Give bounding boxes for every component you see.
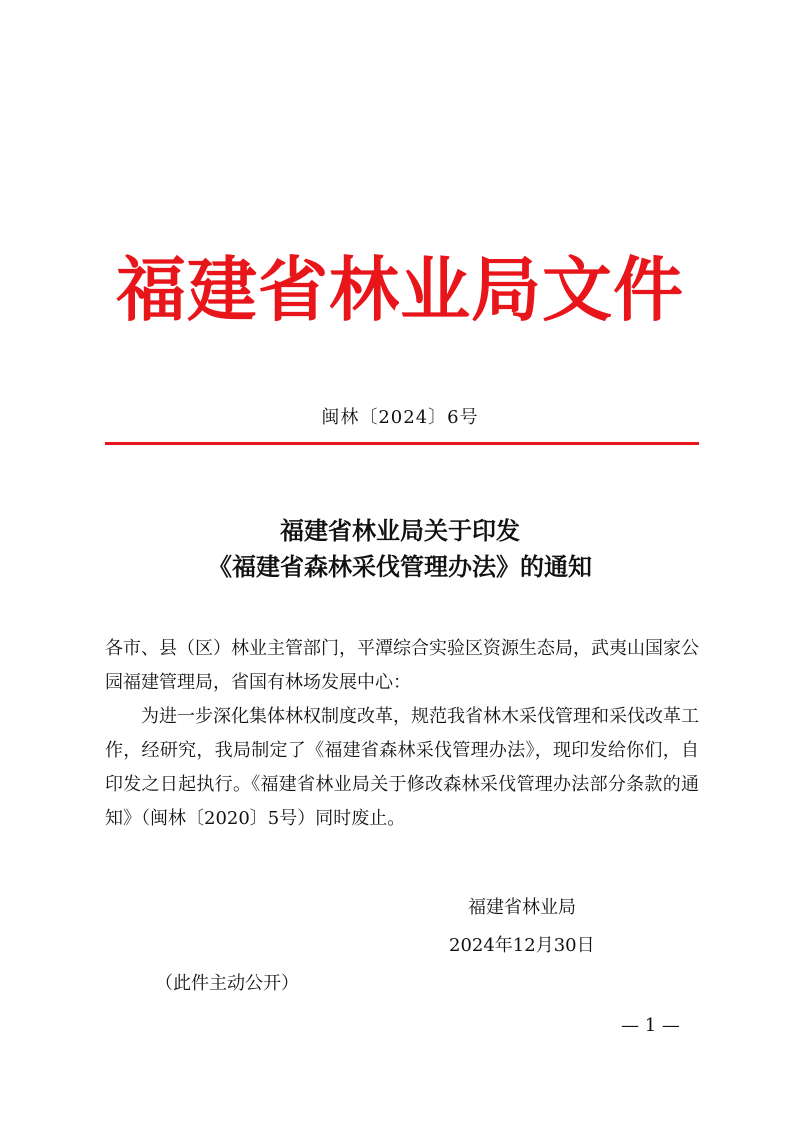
page-number: — 1 — (621, 1015, 680, 1036)
title-line-1: 福建省林业局关于印发 (280, 516, 520, 545)
document-title (0, 513, 800, 585)
addressee-paragraph: 各市、县（区）林业主管部门，平潭综合实验区资源生态局，武夷山国家公园福建管理局，省国有林场发展中心： (105, 638, 699, 693)
public-disclosure-note: （此件主动公开） (155, 973, 299, 994)
red-divider-line (105, 442, 699, 445)
signature-organization: 福建省林业局 (468, 897, 576, 918)
signature-date: 2024年12月30日 (449, 935, 595, 956)
title-line-2: 《福建省森林采伐管理办法》的通知 (208, 552, 592, 581)
document-masthead: 福建省林业局文件 (116, 248, 684, 331)
document-body (105, 632, 699, 836)
document-number: 闽林〔2024〕6号 (321, 407, 479, 428)
body-paragraph: 为进一步深化集体林权制度改革，规范我省林木采伐管理和采伐改革工作，经研究，我局制定了《福建省森林采伐管理办法》，现印发给你们，自印发之日起执行。《福建省林业局关于修改森林采伐管理办法部分条款的通知》（闽林〔2020〕5号）同时废止。 (105, 706, 699, 829)
